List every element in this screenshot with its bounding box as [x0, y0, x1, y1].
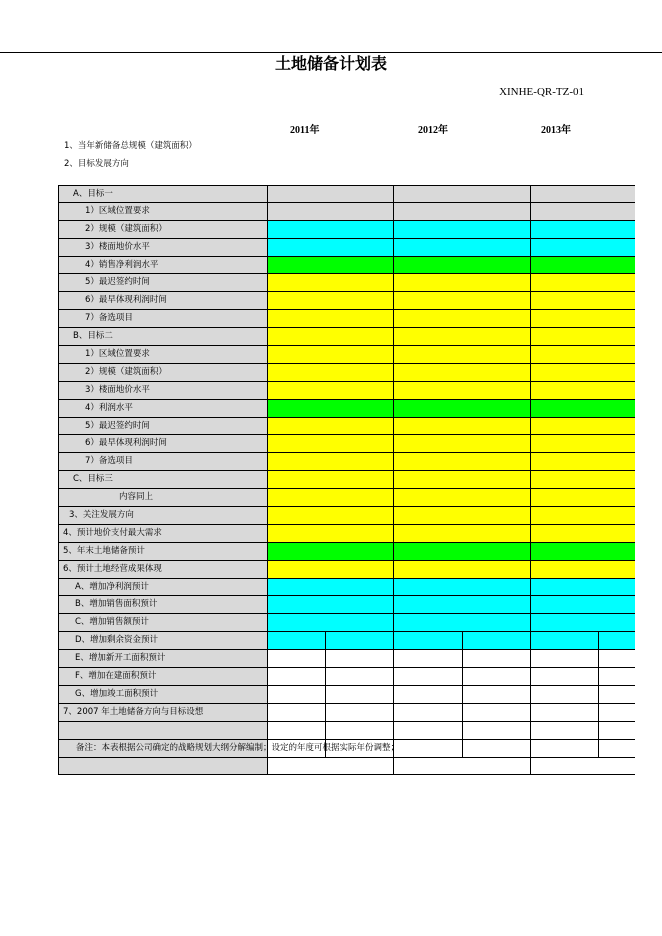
- value-cell-2013年[interactable]: [530, 596, 635, 614]
- value-cell-2013年[interactable]: [530, 507, 635, 525]
- row-label: B、目标二: [58, 328, 267, 346]
- value-cell-2012年[interactable]: [393, 435, 530, 453]
- value-cell[interactable]: [393, 632, 462, 650]
- table-row: [58, 471, 635, 489]
- row-label: 7）备选项目: [58, 453, 267, 471]
- value-cell-2013年[interactable]: [530, 471, 635, 489]
- row-label: 内容同上: [58, 489, 267, 507]
- value-cell-2012年[interactable]: [393, 221, 530, 239]
- value-cell-2013年[interactable]: [530, 292, 635, 310]
- value-cell-2012年[interactable]: [393, 525, 530, 543]
- value-cell-2012年[interactable]: [393, 203, 530, 221]
- row-label: 5、年末土地储备预计: [58, 543, 267, 561]
- value-cell[interactable]: [598, 722, 635, 740]
- value-cell-2011年[interactable]: [267, 185, 393, 203]
- table-row: [58, 257, 635, 275]
- table-row: [58, 382, 635, 400]
- table-row: [58, 453, 635, 471]
- table-row: [58, 346, 635, 364]
- row-label: 3）楼面地价水平: [58, 239, 267, 257]
- value-cell[interactable]: [267, 686, 325, 704]
- value-cell-2011年[interactable]: [267, 346, 393, 364]
- row-label: 3）楼面地价水平: [58, 382, 267, 400]
- value-cell[interactable]: [598, 632, 635, 650]
- value-cell-2012年[interactable]: [393, 400, 530, 418]
- intro-line-direction: 2、目标发展方向: [64, 159, 129, 169]
- year-2011-header: 2011年: [290, 125, 320, 136]
- value-cell-2013年[interactable]: [530, 453, 635, 471]
- value-cell-2013年[interactable]: [530, 561, 635, 579]
- value-cell-2011年[interactable]: [267, 489, 393, 507]
- value-cell-2012年[interactable]: [393, 239, 530, 257]
- value-cell-2013年[interactable]: [530, 239, 635, 257]
- value-cell-2011年[interactable]: [267, 257, 393, 275]
- year-2012-header: 2012年: [418, 125, 448, 136]
- row-label: A、目标一: [58, 185, 267, 203]
- table-row: [58, 668, 635, 686]
- value-cell-2011年[interactable]: [267, 292, 393, 310]
- table-row: [58, 400, 635, 418]
- value-cell[interactable]: [530, 632, 598, 650]
- value-cell-2012年[interactable]: [393, 614, 530, 632]
- value-cell-2012年[interactable]: [393, 489, 530, 507]
- value-cell[interactable]: [267, 722, 325, 740]
- value-cell-2013年[interactable]: [530, 203, 635, 221]
- row-label: 6）最早体现利润时间: [58, 435, 267, 453]
- value-cell-2012年[interactable]: [393, 543, 530, 561]
- value-cell-2013年[interactable]: [530, 364, 635, 382]
- document-code: XINHE-QR-TZ-01: [499, 86, 584, 98]
- row-label: A、增加净利润预计: [58, 579, 267, 597]
- table-row: [58, 364, 635, 382]
- value-cell[interactable]: [530, 758, 635, 776]
- value-cell[interactable]: [267, 704, 325, 722]
- year-2013-header: 2013年: [541, 125, 571, 136]
- row-label: 6）最早体现利润时间: [58, 292, 267, 310]
- value-cell[interactable]: [393, 758, 530, 776]
- value-cell[interactable]: [462, 722, 530, 740]
- row-label: 4）销售净利润水平: [58, 257, 267, 275]
- value-cell[interactable]: [462, 668, 530, 686]
- value-cell[interactable]: [530, 722, 598, 740]
- value-cell-2012年[interactable]: [393, 596, 530, 614]
- value-cell[interactable]: [393, 722, 462, 740]
- value-cell-2011年[interactable]: [267, 543, 393, 561]
- table-row: [58, 596, 635, 614]
- value-cell-2013年[interactable]: [530, 274, 635, 292]
- value-cell-2011年[interactable]: [267, 274, 393, 292]
- value-cell-2011年[interactable]: [267, 382, 393, 400]
- value-cell-2013年[interactable]: [530, 257, 635, 275]
- table-row: [58, 579, 635, 597]
- table-row: [58, 310, 635, 328]
- table-row: [58, 418, 635, 436]
- row-label: 5）最迟签约时间: [58, 418, 267, 436]
- value-cell-2012年[interactable]: [393, 579, 530, 597]
- value-cell[interactable]: [462, 632, 530, 650]
- value-cell-2013年[interactable]: [530, 418, 635, 436]
- value-cell-2011年[interactable]: [267, 239, 393, 257]
- table-row: [58, 543, 635, 561]
- value-cell-2011年[interactable]: [267, 614, 393, 632]
- value-cell[interactable]: [530, 740, 598, 758]
- table-row: [58, 686, 635, 704]
- value-cell-2011年[interactable]: [267, 400, 393, 418]
- table-row: [58, 239, 635, 257]
- row-label: 3、关注发展方向: [58, 507, 267, 525]
- value-cell-2012年[interactable]: [393, 257, 530, 275]
- value-cell[interactable]: [393, 686, 462, 704]
- value-cell[interactable]: [267, 632, 325, 650]
- value-cell-2013年[interactable]: [530, 310, 635, 328]
- row-label: [58, 722, 267, 740]
- value-cell-2013年[interactable]: [530, 614, 635, 632]
- value-cell[interactable]: [530, 668, 598, 686]
- value-cell-2011年[interactable]: [267, 579, 393, 597]
- value-cell-2011年[interactable]: [267, 310, 393, 328]
- value-cell[interactable]: [325, 668, 393, 686]
- value-cell[interactable]: [325, 704, 393, 722]
- table-row: [58, 758, 635, 776]
- note-row: [58, 740, 635, 758]
- value-cell[interactable]: [530, 704, 598, 722]
- value-cell[interactable]: [393, 650, 462, 668]
- row-label: 7）备选项目: [58, 310, 267, 328]
- page-title: 土地储备计划表: [274, 54, 387, 73]
- value-cell-2013年[interactable]: [530, 435, 635, 453]
- row-label: 4、预计地价支付最大需求: [58, 525, 267, 543]
- value-cell[interactable]: [393, 668, 462, 686]
- value-cell[interactable]: [267, 650, 325, 668]
- value-cell-2011年[interactable]: [267, 221, 393, 239]
- value-cell[interactable]: [393, 740, 462, 758]
- row-label: F、增加在建面积预计: [58, 668, 267, 686]
- value-cell-2011年[interactable]: [267, 203, 393, 221]
- value-cell-2013年[interactable]: [530, 525, 635, 543]
- intro-line-total-scale: 1、当年新储备总规模（建筑面积）: [64, 141, 197, 151]
- row-label: 2）规模（建筑面积）: [58, 221, 267, 239]
- value-cell-2012年[interactable]: [393, 507, 530, 525]
- value-cell[interactable]: [598, 668, 635, 686]
- value-cell-2012年[interactable]: [393, 185, 530, 203]
- row-label: B、增加销售面积预计: [58, 596, 267, 614]
- value-cell-2012年[interactable]: [393, 561, 530, 579]
- value-cell[interactable]: [325, 650, 393, 668]
- value-cell-2013年[interactable]: [530, 382, 635, 400]
- table-row: [58, 561, 635, 579]
- value-cell[interactable]: [530, 686, 598, 704]
- table-row: [58, 722, 635, 740]
- value-cell[interactable]: [462, 740, 530, 758]
- table-row: [58, 274, 635, 292]
- table-row: [58, 328, 635, 346]
- value-cell-2012年[interactable]: [393, 418, 530, 436]
- table-row: [58, 614, 635, 632]
- value-cell[interactable]: [393, 704, 462, 722]
- table-row: [58, 650, 635, 668]
- value-cell[interactable]: [598, 650, 635, 668]
- value-cell[interactable]: [325, 722, 393, 740]
- table-row: [58, 632, 635, 650]
- row-label: 5）最迟签约时间: [58, 274, 267, 292]
- value-cell-2011年[interactable]: [267, 596, 393, 614]
- value-cell-2013年[interactable]: [530, 346, 635, 364]
- table-row: [58, 203, 635, 221]
- table-row: [58, 435, 635, 453]
- row-label: E、增加新开工面积预计: [58, 650, 267, 668]
- value-cell-2013年[interactable]: [530, 328, 635, 346]
- value-cell-2011年[interactable]: [267, 471, 393, 489]
- value-cell[interactable]: [325, 632, 393, 650]
- table-row: [58, 525, 635, 543]
- row-label: C、增加销售额预计: [58, 614, 267, 632]
- value-cell-2011年[interactable]: [267, 364, 393, 382]
- value-cell[interactable]: [325, 686, 393, 704]
- table-row: [58, 185, 635, 203]
- value-cell[interactable]: [462, 704, 530, 722]
- value-cell[interactable]: [462, 686, 530, 704]
- value-cell[interactable]: [462, 650, 530, 668]
- row-label: 7、2007 年土地储备方向与目标设想: [58, 704, 267, 722]
- row-label: C、目标三: [58, 471, 267, 489]
- value-cell-2011年[interactable]: [267, 453, 393, 471]
- table-row: [58, 507, 635, 525]
- value-cell-2011年[interactable]: [267, 435, 393, 453]
- value-cell[interactable]: [267, 668, 325, 686]
- value-cell-2013年[interactable]: [530, 579, 635, 597]
- row-label: 4）利润水平: [58, 400, 267, 418]
- value-cell-2011年[interactable]: [267, 525, 393, 543]
- table-row: [58, 221, 635, 239]
- value-cell-2012年[interactable]: [393, 382, 530, 400]
- value-cell-2011年[interactable]: [267, 561, 393, 579]
- value-cell-2012年[interactable]: [393, 292, 530, 310]
- value-cell[interactable]: [598, 704, 635, 722]
- row-label: 6、预计土地经营成果体现: [58, 561, 267, 579]
- value-cell-2012年[interactable]: [393, 274, 530, 292]
- value-cell-2012年[interactable]: [393, 471, 530, 489]
- value-cell-2013年[interactable]: [530, 400, 635, 418]
- value-cell-2012年[interactable]: [393, 453, 530, 471]
- value-cell-2011年[interactable]: [267, 418, 393, 436]
- value-cell-2012年[interactable]: [393, 328, 530, 346]
- row-label: 1）区域位置要求: [58, 346, 267, 364]
- note-text: 备注：本表根据公司确定的战略规划大纲分解编制；设定的年度可根据实际年份调整；: [76, 742, 400, 753]
- value-cell[interactable]: [267, 758, 393, 776]
- value-cell-2011年[interactable]: [267, 507, 393, 525]
- row-label: G、增加竣工面积预计: [58, 686, 267, 704]
- value-cell-2013年[interactable]: [530, 543, 635, 561]
- value-cell-2012年[interactable]: [393, 346, 530, 364]
- row-label: [58, 758, 267, 776]
- table-row: [58, 704, 635, 722]
- value-cell[interactable]: [598, 740, 635, 758]
- value-cell-2013年[interactable]: [530, 489, 635, 507]
- table-row: [58, 292, 635, 310]
- value-cell-2013年[interactable]: [530, 185, 635, 203]
- value-cell-2012年[interactable]: [393, 364, 530, 382]
- value-cell-2011年[interactable]: [267, 328, 393, 346]
- value-cell-2012年[interactable]: [393, 310, 530, 328]
- row-label: D、增加剩余资金预计: [58, 632, 267, 650]
- value-cell-2013年[interactable]: [530, 221, 635, 239]
- table-row: [58, 489, 635, 507]
- value-cell[interactable]: [598, 686, 635, 704]
- plan-table: [58, 185, 635, 775]
- row-label: 1）区域位置要求: [58, 203, 267, 221]
- value-cell[interactable]: [530, 650, 598, 668]
- row-label: 2）规模（建筑面积）: [58, 364, 267, 382]
